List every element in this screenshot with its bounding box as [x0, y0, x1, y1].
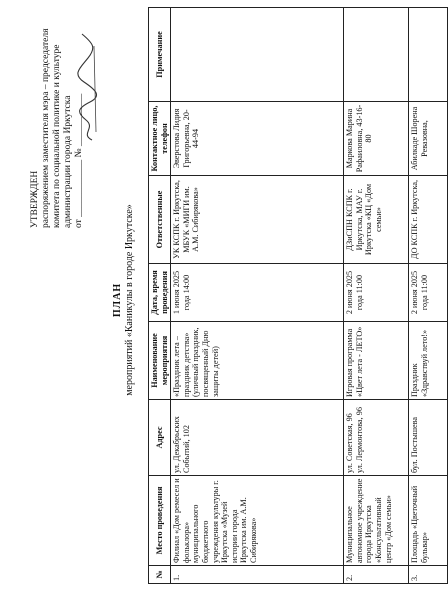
cell-address: ул. Советская, 96 ул. Лермонтова, 96 — [344, 400, 409, 476]
cell-contact: Абилкаде Шорена Ревазовна, — [409, 102, 448, 176]
cell-place: Площадь «Цветочный бульвар» — [409, 476, 448, 566]
cell-responsible: ДЗиСПН КСПК г. Иркутска, МАУ г. Иркутска «КЦ «Дом семьи» — [344, 176, 409, 264]
plan-subtitle: мероприятий «Каникулы в городе Иркутске» — [124, 204, 135, 396]
header-responsible: Ответственные — [149, 176, 171, 264]
header-event-name: Наименование мероприятия — [149, 322, 171, 400]
cell-number: 3. — [409, 566, 448, 584]
cell-date-time: 1 июня 2025 года 14:00 — [171, 264, 344, 322]
handwritten-signature — [74, 32, 100, 142]
cell-number: 2. — [344, 566, 409, 584]
cell-event-name: Игровая программа «Цвет лета - ЛЕТО» — [344, 322, 409, 400]
approval-date-number: от ____________ № ___________ — [74, 93, 84, 228]
cell-address: ул. Декабрьских Событий, 102 — [171, 400, 344, 476]
cell-contact: Маркова Марина Рафаиловна, 43-16-80 — [344, 102, 409, 176]
cell-place: Муниципальное автономное учреждение города Иркутска «Консультативный центр «Дом семьи» — [344, 476, 409, 566]
plan-title: ПЛАН — [112, 282, 123, 318]
approval-line: комитета по социальной политике и культуре — [52, 44, 62, 228]
approval-title: УТВЕРЖДЕН — [30, 170, 40, 228]
approval-line: администрации города Иркутска — [63, 95, 73, 228]
events-table — [148, 7, 448, 584]
cell-contact: Эверстова Лидия Григорьевна, 20-44-94 — [171, 102, 344, 176]
table-row — [344, 8, 409, 584]
cell-event-name: «Праздник лета – праздник детства» (уличный праздник, посвященный Дню защиты детей) — [171, 322, 344, 400]
cell-note — [171, 8, 344, 102]
cell-place: Филиал «Дом ремесел и фольклора» муниципального бюджетного учреждения культуры г. Иркутска «Музей истории города Иркутска им. А.М. Сибирякова» — [171, 476, 344, 566]
cell-date-time: 2 июня 2025 года 11:00 — [344, 264, 409, 322]
header-contact: Контактное лицо, телефон — [149, 102, 171, 176]
cell-address: бул. Постышева — [409, 400, 448, 476]
cell-note — [409, 8, 448, 102]
approval-line: распоряжением заместителя мэра – председателя — [41, 28, 51, 228]
cell-date-time: 2 июня 2025 года 11:00 — [409, 264, 448, 322]
table-row — [409, 8, 448, 584]
header-number: № — [149, 566, 171, 584]
cell-responsible: ДО КСПК г. Иркутска, — [409, 176, 448, 264]
header-note: Примечание — [149, 8, 171, 102]
header-address: Адрес — [149, 400, 171, 476]
header-place: Место проведения — [149, 476, 171, 566]
cell-responsible: УК КСПК г. Иркутска, МБУК «МИГИ им. А.М. Сибирякова» — [171, 176, 344, 264]
cell-event-name: Праздник «Здравствуй лето!» — [409, 322, 448, 400]
cell-note — [344, 8, 409, 102]
cell-number: 1. — [171, 566, 344, 584]
header-date-time: Дата, время проведения — [149, 264, 171, 322]
table-row — [171, 8, 344, 584]
table-header-row — [149, 8, 171, 584]
